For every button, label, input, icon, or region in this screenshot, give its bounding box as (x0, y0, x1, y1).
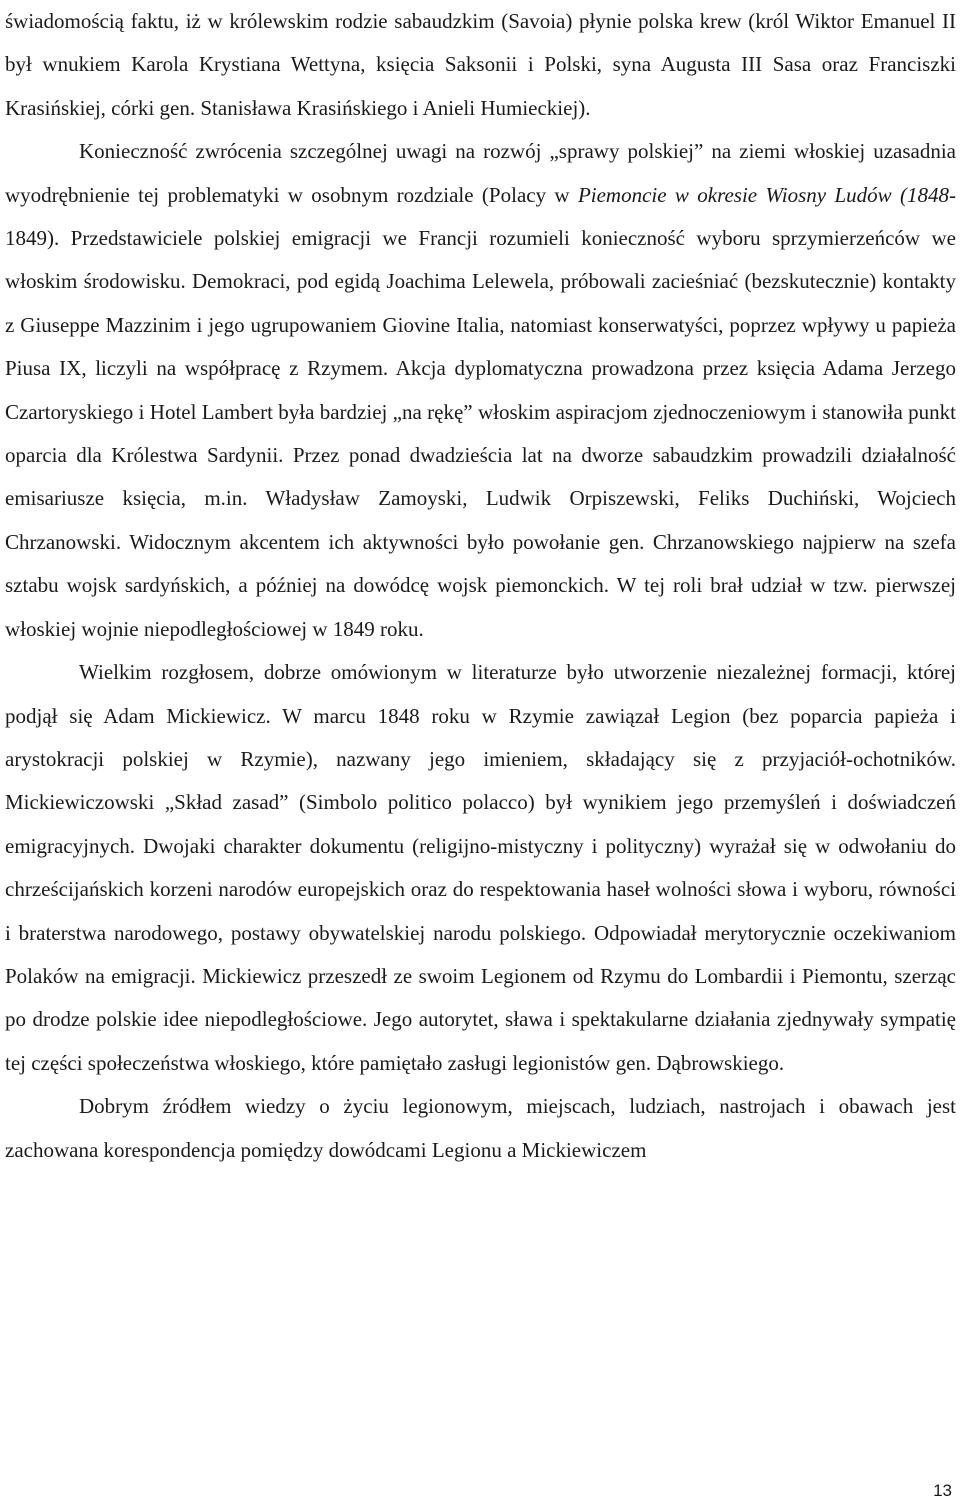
paragraph-2-italic: Piemoncie w okresie Wiosny Ludów (1848 (577, 182, 949, 207)
paragraph-1: świadomością faktu, iż w królewskim rodzie sabaudzkim (Savoia) płynie polska krew (król Wiktor Emanuel II był wnukiem Karola Krystiana Wettyna, księcia Saksonii i Polski, syna Augusta III Sasa oraz Franciszki Krasińskiej, córki gen. Stanisława Krasińskiego i Anieli Humieckiej). (5, 9, 956, 120)
document-body (5, 0, 956, 1172)
page-number: 13 (933, 1481, 952, 1500)
paragraph-2-text-b: -1849). Przedstawiciele polskiej emigracji we Francji rozumieli konieczność wyboru sprzymierzeńców we włoskim środowisku. Demokraci, pod egidą Joachima Lelewela, próbowali zacieśniać (bezskutecznie) kontakty z Giuseppe Mazzinim i jego ugrupowaniem Giovine Italia, natomiast konserwatyści, poprzez wpływy u papieża Piusa IX, liczyli na współpracę z Rzymem. Akcja dyplomatyczna prowadzona przez księcia Adama Jerzego Czartoryskiego i Hotel Lambert była bardziej „na rękę” włoskim aspiracjom zjednoczeniowym i stanowiła punkt oparcia dla Królestwa Sardynii. Przez ponad dwadzieścia lat na dworze sabaudzkim prowadzili działalność emisariusze księcia, m.in. Władysław Zamoyski, Ludwik Orpiszewski, Feliks Duchiński, Wojciech Chrzanowski. Widocznym akcentem ich aktywności było powołanie gen. Chrzanowskiego najpierw na szefa sztabu wojsk sardyńskich, a później na dowódcę wojsk piemonckich. W tej roli brał udział w tzw. pierwszej włoskiej wojnie niepodległościowej w 1849 roku. (5, 182, 956, 641)
paragraph-4: Dobrym źródłem wiedzy o życiu legionowym, miejscach, ludziach, nastrojach i obawach jest zachowana korespondencja pomiędzy dowódcami Legionu a Mickiewiczem (5, 1094, 956, 1162)
paragraph-2-text-a: Konieczność zwrócenia szczególnej uwagi na rozwój „sprawy polskiej” na ziemi włoskiej uzasadnia wyodrębnienie tej problematyki w osobnym rozdziale (Polacy w (5, 139, 956, 207)
paragraph-2 (5, 130, 956, 651)
paragraph-3: Wielkim rozgłosem, dobrze omówionym w literaturze było utworzenie niezależnej formacji, której podjął się Adam Mickiewicz. W marcu 1848 roku w Rzymie zawiązał Legion (bez poparcia papieża i arystokracji polskiej w Rzymie), nazwany jego imieniem, składający się z przyjaciół-ochotników. Mickiewiczowski „Skład zasad” (Simbolo politico polacco) był wynikiem jego przemyśleń i doświadczeń emigracyjnych. Dwojaki charakter dokumentu (religijno-mistyczny i polityczny) wyrażał się w odwołaniu do chrześcijańskich korzeni narodów europejskich oraz do respektowania haseł wolności słowa i wyboru, równości i braterstwa narodowego, postawy obywatelskiej narodu polskiego. Odpowiadał merytorycznie oczekiwaniom Polaków na emigracji. Mickiewicz przeszedł ze swoim Legionem od Rzymu do Lombardii i Piemontu, szerząc po drodze polskie idee niepodległościowe. Jego autorytet, sława i spektakularne działania zjednywały sympatię tej części społeczeństwa włoskiego, które pamiętało zasługi legionistów gen. Dąbrowskiego. (5, 660, 956, 1075)
